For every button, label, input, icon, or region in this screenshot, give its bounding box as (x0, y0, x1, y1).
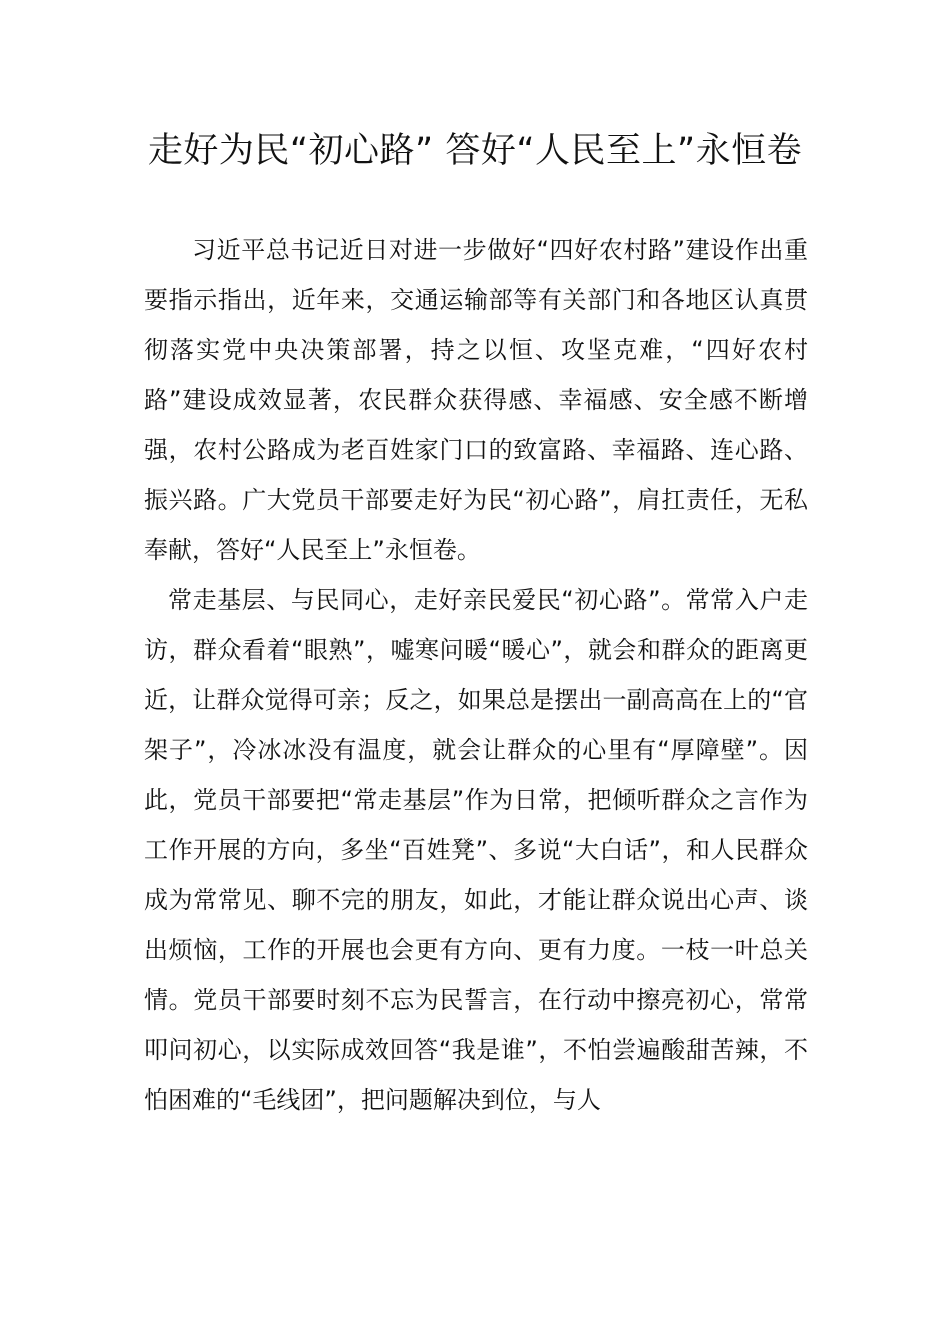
paragraph-1: 习近平总书记近日对进一步做好“四好农村路”建设作出重要指示指出，近年来，交通运输部等有关部门和各地区认真贯彻落实党中央决策部署，持之以恒、攻坚克难，“四好农村路”建设成效显著，农民群众获得感、幸福感、安全感不断增强，农村公路成为老百姓家门口的致富路、幸福路、连心路、振兴路。广大党员干部要走好为民“初心路”，肩扛责任，无私奉献，答好“人民至上”永恒卷。 (144, 236, 808, 564)
paragraph-2: 常走基层、与民同心，走好亲民爱民“初心路”。常常入户走访，群众看着“眼熟”，嘘寒问暖“暖心”，就会和群众的距离更近，让群众觉得可亲；反之，如果总是摆出一副高高在上的“官架子”，冷冰冰没有温度，就会让群众的心里有“厚障壁”。因此，党员干部要把“常走基层”作为日常，把倾听群众之言作为工作开展的方向，多坐“百姓凳”、多说“大白话”，和人民群众成为常常见、聊不完的朋友，如此，才能让群众说出心声、谈出烦恼，工作的开展也会更有方向、更有力度。一枝一叶总关情。党员干部要时刻不忘为民誓言，在行动中擦亮初心，常常叩问初心，以实际成效回答“我是谁”，不怕尝遍酸甜苦辣，不怕困难的“毛线团”，把问题解决到位，与人 (144, 586, 808, 1114)
document-title: 走好为民“初心路” 答好“人民至上”永恒卷 (147, 131, 803, 171)
document-body (144, 225, 808, 1125)
